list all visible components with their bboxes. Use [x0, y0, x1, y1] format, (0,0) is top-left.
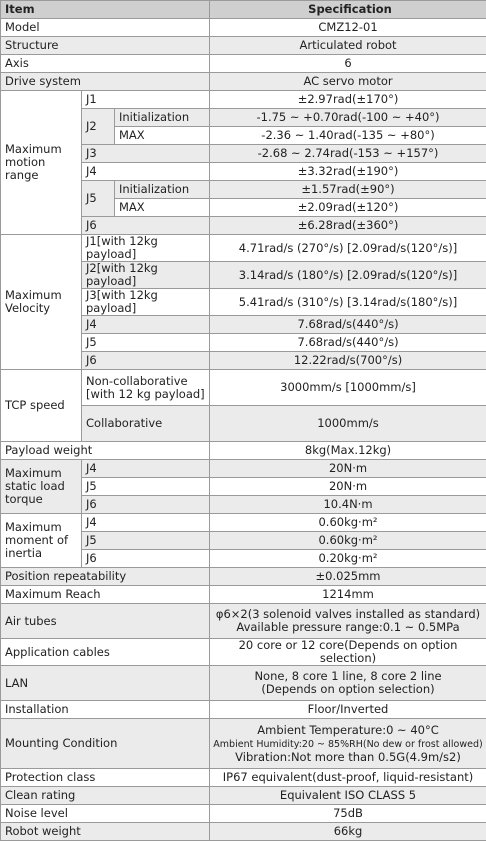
joint-label: J5 — [82, 334, 210, 352]
table-row — [1, 460, 486, 478]
row-label: Mounting Condition — [1, 719, 210, 769]
table-row — [1, 805, 486, 823]
joint-label: J5 — [82, 532, 210, 550]
joint-label: J5 — [82, 478, 210, 496]
joint-label: J4 — [82, 460, 210, 478]
joint-label: J2 — [82, 109, 115, 145]
torque-label: Maximum static load torque — [1, 460, 82, 514]
joint-value: 20N·m — [210, 460, 486, 478]
row-value: ±0.025mm — [210, 568, 486, 586]
joint-value: 0.20kg·m² — [210, 550, 486, 568]
joint-label: J4 — [82, 514, 210, 532]
row-label: Noise level — [1, 805, 210, 823]
joint-value: 0.60kg·m² — [210, 532, 486, 550]
tcp-speed-label: TCP speed — [1, 370, 82, 442]
row-label: Clean rating — [1, 787, 210, 805]
sub-label: MAX — [115, 199, 210, 217]
joint-value: -2.36 ~ 1.40rad(-135 ~ +80°) — [210, 127, 486, 145]
row-value: AC servo motor — [210, 73, 486, 91]
table-row — [1, 787, 486, 805]
joint-value: 3.14rad/s (180°/s) [2.09rad/s(120°/s)] — [210, 262, 486, 289]
table-row — [1, 55, 486, 73]
air-tubes-line1: φ6×2(3 solenoid valves installed as standard) — [216, 607, 480, 621]
table-row — [1, 19, 486, 37]
sub-label: Initialization — [115, 109, 210, 127]
joint-label: J1 — [82, 91, 210, 109]
row-label: Position repeatability — [1, 568, 210, 586]
table-row — [1, 769, 486, 787]
joint-label: J5 — [82, 181, 115, 217]
row-value: 75dB — [210, 805, 486, 823]
lan-value — [210, 666, 486, 701]
joint-label: J1[with 12kg payload] — [82, 235, 210, 262]
row-label: Air tubes — [1, 604, 210, 639]
specification-header: Specification — [210, 1, 486, 19]
joint-value: ±1.57rad(±90°) — [210, 181, 486, 199]
joint-value: 4.71rad/s (270°/s) [2.09rad/s(120°/s)] — [210, 235, 486, 262]
tcp-noncollab-line1: Non-collaborative — [86, 374, 188, 388]
joint-value: 10.4N·m — [210, 496, 486, 514]
tcp-collab-label: Collaborative — [82, 406, 210, 442]
row-value: 66kg — [210, 823, 486, 841]
table-row — [1, 639, 486, 666]
table-row — [1, 442, 486, 460]
row-label: Robot weight — [1, 823, 210, 841]
item-header: Item — [1, 1, 210, 19]
table-row — [1, 370, 486, 406]
row-label: Protection class — [1, 769, 210, 787]
joint-label: J6 — [82, 352, 210, 370]
table-row — [1, 701, 486, 719]
sub-label: Initialization — [115, 181, 210, 199]
table-row — [1, 604, 486, 639]
table-row — [1, 666, 486, 701]
mounting-line1: Ambient Temperature:0 ~ 40°C — [257, 723, 439, 737]
joint-label: J2[with 12kg payload] — [82, 262, 210, 289]
row-label: Installation — [1, 701, 210, 719]
joint-value: -2.68 ~ 2.74rad(-153 ~ +157°) — [210, 145, 486, 163]
table-row — [1, 568, 486, 586]
table-row — [1, 823, 486, 841]
joint-value: ±6.28rad(±360°) — [210, 217, 486, 235]
joint-value: ±2.09rad(±120°) — [210, 199, 486, 217]
row-label: Payload weight — [1, 442, 210, 460]
air-tubes-line2: Available pressure range:0.1 ~ 0.5MPa — [236, 620, 459, 634]
row-value: 20 core or 12 core(Depends on option selection) — [210, 639, 486, 666]
table-row — [1, 235, 486, 262]
joint-label: J6 — [82, 496, 210, 514]
joint-value: ±3.32rad(±190°) — [210, 163, 486, 181]
table-row — [1, 586, 486, 604]
joint-label: J3 — [82, 145, 210, 163]
row-label: Drive system — [1, 73, 210, 91]
joint-value: 7.68rad/s(440°/s) — [210, 334, 486, 352]
joint-value: -1.75 ~ +0.70rad(-100 ~ +40°) — [210, 109, 486, 127]
row-value: 6 — [210, 55, 486, 73]
joint-label: J3[with 12kg payload] — [82, 289, 210, 316]
mounting-value — [210, 719, 486, 769]
row-value: 1214mm — [210, 586, 486, 604]
table-row — [1, 514, 486, 532]
row-value: CMZ12-01 — [210, 19, 486, 37]
tcp-noncollab-label — [82, 370, 210, 406]
lan-line1: None, 8 core 1 line, 8 core 2 line — [254, 669, 441, 683]
mounting-line2: Ambient Humidity:20 ~ 85%RH(No dew or frost allowed) — [213, 739, 482, 750]
table-header-row — [1, 1, 486, 19]
inertia-label: Maximum moment of inertia — [1, 514, 82, 568]
row-value: Equivalent ISO CLASS 5 — [210, 787, 486, 805]
joint-value: 12.22rad/s(700°/s) — [210, 352, 486, 370]
row-label: Application cables — [1, 639, 210, 666]
velocity-label: Maximum Velocity — [1, 235, 82, 370]
joint-label: J4 — [82, 163, 210, 181]
row-label: Structure — [1, 37, 210, 55]
joint-label: J6 — [82, 550, 210, 568]
joint-value: ±2.97rad(±170°) — [210, 91, 486, 109]
motion-range-label: Maximum motion range — [1, 91, 82, 235]
tcp-collab-value: 1000mm/s — [210, 406, 486, 442]
row-label: Model — [1, 19, 210, 37]
mounting-line3: Vibration:Not more than 0.5G(4.9m/s2) — [235, 750, 461, 764]
row-value: Floor/Inverted — [210, 701, 486, 719]
lan-line2: (Depends on option selection) — [261, 682, 434, 696]
row-label: Maximum Reach — [1, 586, 210, 604]
row-label: LAN — [1, 666, 210, 701]
joint-value: 20N·m — [210, 478, 486, 496]
table-row — [1, 73, 486, 91]
joint-value: 0.60kg·m² — [210, 514, 486, 532]
joint-label: J6 — [82, 217, 210, 235]
row-value: 8kg(Max.12kg) — [210, 442, 486, 460]
joint-value: 5.41rad/s (310°/s) [3.14rad/s(180°/s)] — [210, 289, 486, 316]
tcp-noncollab-value: 3000mm/s [1000mm/s] — [210, 370, 486, 406]
table-row — [1, 91, 486, 109]
row-label: Axis — [1, 55, 210, 73]
joint-label: J4 — [82, 316, 210, 334]
table-row — [1, 37, 486, 55]
joint-value: 7.68rad/s(440°/s) — [210, 316, 486, 334]
row-value: Articulated robot — [210, 37, 486, 55]
air-tubes-value — [210, 604, 486, 639]
sub-label: MAX — [115, 127, 210, 145]
row-value: IP67 equivalent(dust-proof, liquid-resistant) — [210, 769, 486, 787]
table-row — [1, 719, 486, 769]
tcp-noncollab-line2: [with 12 kg payload] — [86, 387, 205, 401]
